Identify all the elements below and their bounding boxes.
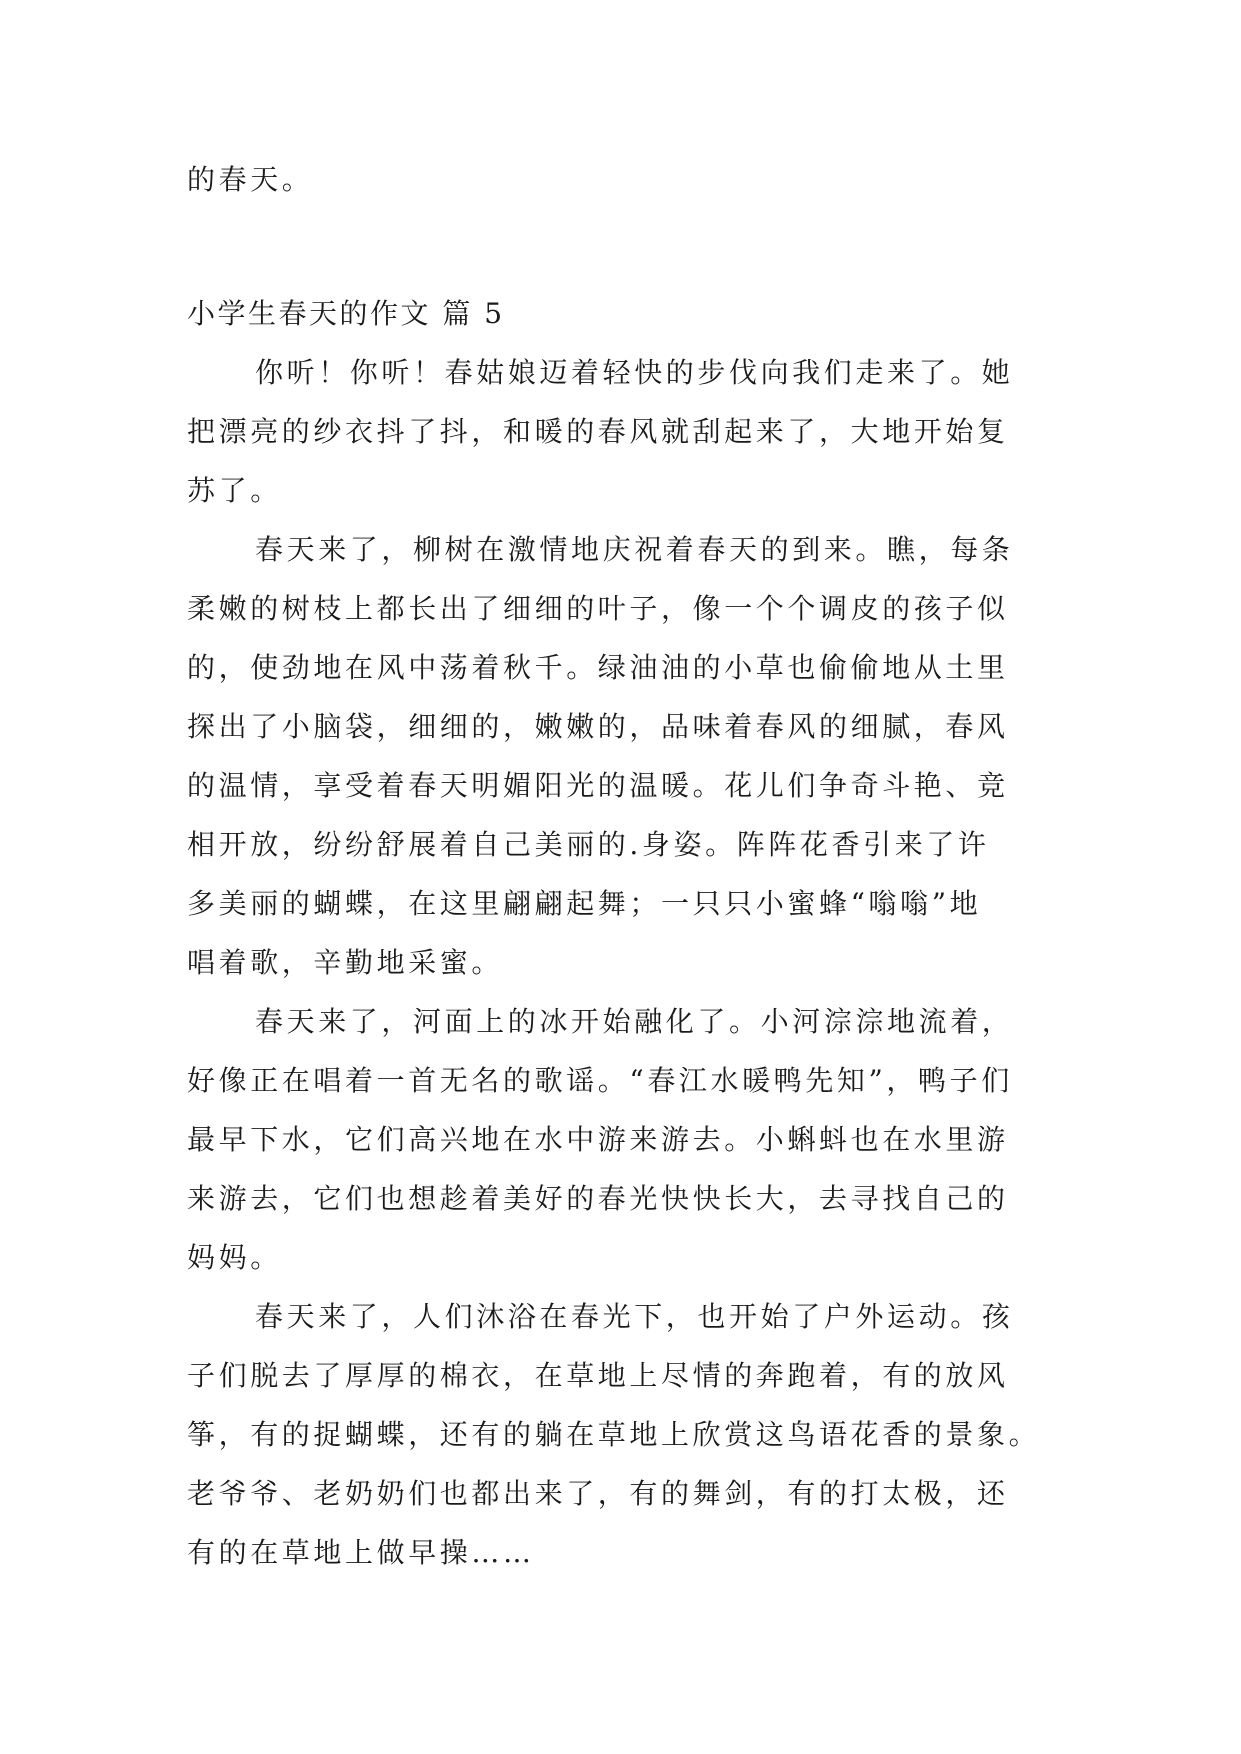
paragraph	[187, 1287, 1053, 1582]
paragraph	[187, 520, 1053, 992]
paragraph-line: 柔嫩的树枝上都长出了细细的叶子，像一个个调皮的孩子似	[187, 592, 1009, 625]
paragraph-line: 子们脱去了厚厚的棉衣，在草地上尽情的奔跑着，有的放风	[187, 1359, 1009, 1392]
paragraph-line: 相开放，纷纷舒展着自己美丽的.身姿。阵阵花香引来了许	[187, 828, 990, 861]
carryover-line: 的春天。	[187, 163, 314, 196]
paragraph-line: 把漂亮的纱衣抖了抖，和暖的春风就刮起来了，大地开始复	[187, 415, 1009, 448]
paragraph-line: 的，使劲地在风中荡着秋千。绿油油的小草也偷偷地从土里	[187, 651, 1009, 684]
paragraph-line: 探出了小脑袋，细细的，嫩嫩的，品味着春风的细腻，春风	[187, 710, 1009, 743]
paragraph-line: 老爷爷、老奶奶们也都出来了，有的舞剑，有的打太极，还	[187, 1477, 1009, 1510]
paragraph-line: 妈妈。	[187, 1241, 282, 1274]
section-title: 小学生春天的作文 篇 5	[187, 297, 505, 330]
paragraph-line: 的温情，享受着春天明媚阳光的温暖。花儿们争奇斗艳、竞	[187, 769, 1009, 802]
paragraph-line: 多美丽的蝴蝶，在这里翩翩起舞；一只只小蜜蜂“嗡嗡”地	[187, 887, 982, 920]
paragraph-line: 有的在草地上做早操……	[187, 1536, 535, 1569]
paragraph-line: 春天来了，人们沐浴在春光下，也开始了户外运动。孩	[255, 1300, 1014, 1333]
paragraph-line: 好像正在唱着一首无名的歌谣。“春江水暖鸭先知”，鸭子们	[187, 1064, 1013, 1097]
paragraph-line: 筝，有的捉蝴蝶，还有的躺在草地上欣赏这鸟语花香的景象。	[187, 1418, 1041, 1451]
paragraph-line: 来游去，它们也想趁着美好的春光快快长大，去寻找自己的	[187, 1182, 1009, 1215]
section-spacer	[187, 209, 1053, 284]
paragraph-line: 春天来了，河面上的冰开始融化了。小河淙淙地流着，	[255, 1005, 1014, 1038]
paragraph-line: 唱着歌，辛勤地采蜜。	[187, 946, 504, 979]
paragraph	[187, 343, 1053, 520]
paragraph	[187, 992, 1053, 1287]
paragraph-line: 最早下水，它们高兴地在水中游来游去。小蝌蚪也在水里游	[187, 1123, 1009, 1156]
document-body	[187, 150, 1053, 1582]
paragraph-line: 你听！你听！春姑娘迈着轻快的步伐向我们走来了。她	[255, 356, 1014, 389]
paragraph-line: 苏了。	[187, 474, 282, 507]
paragraph-line: 春天来了，柳树在激情地庆祝着春天的到来。瞧，每条	[255, 533, 1014, 566]
